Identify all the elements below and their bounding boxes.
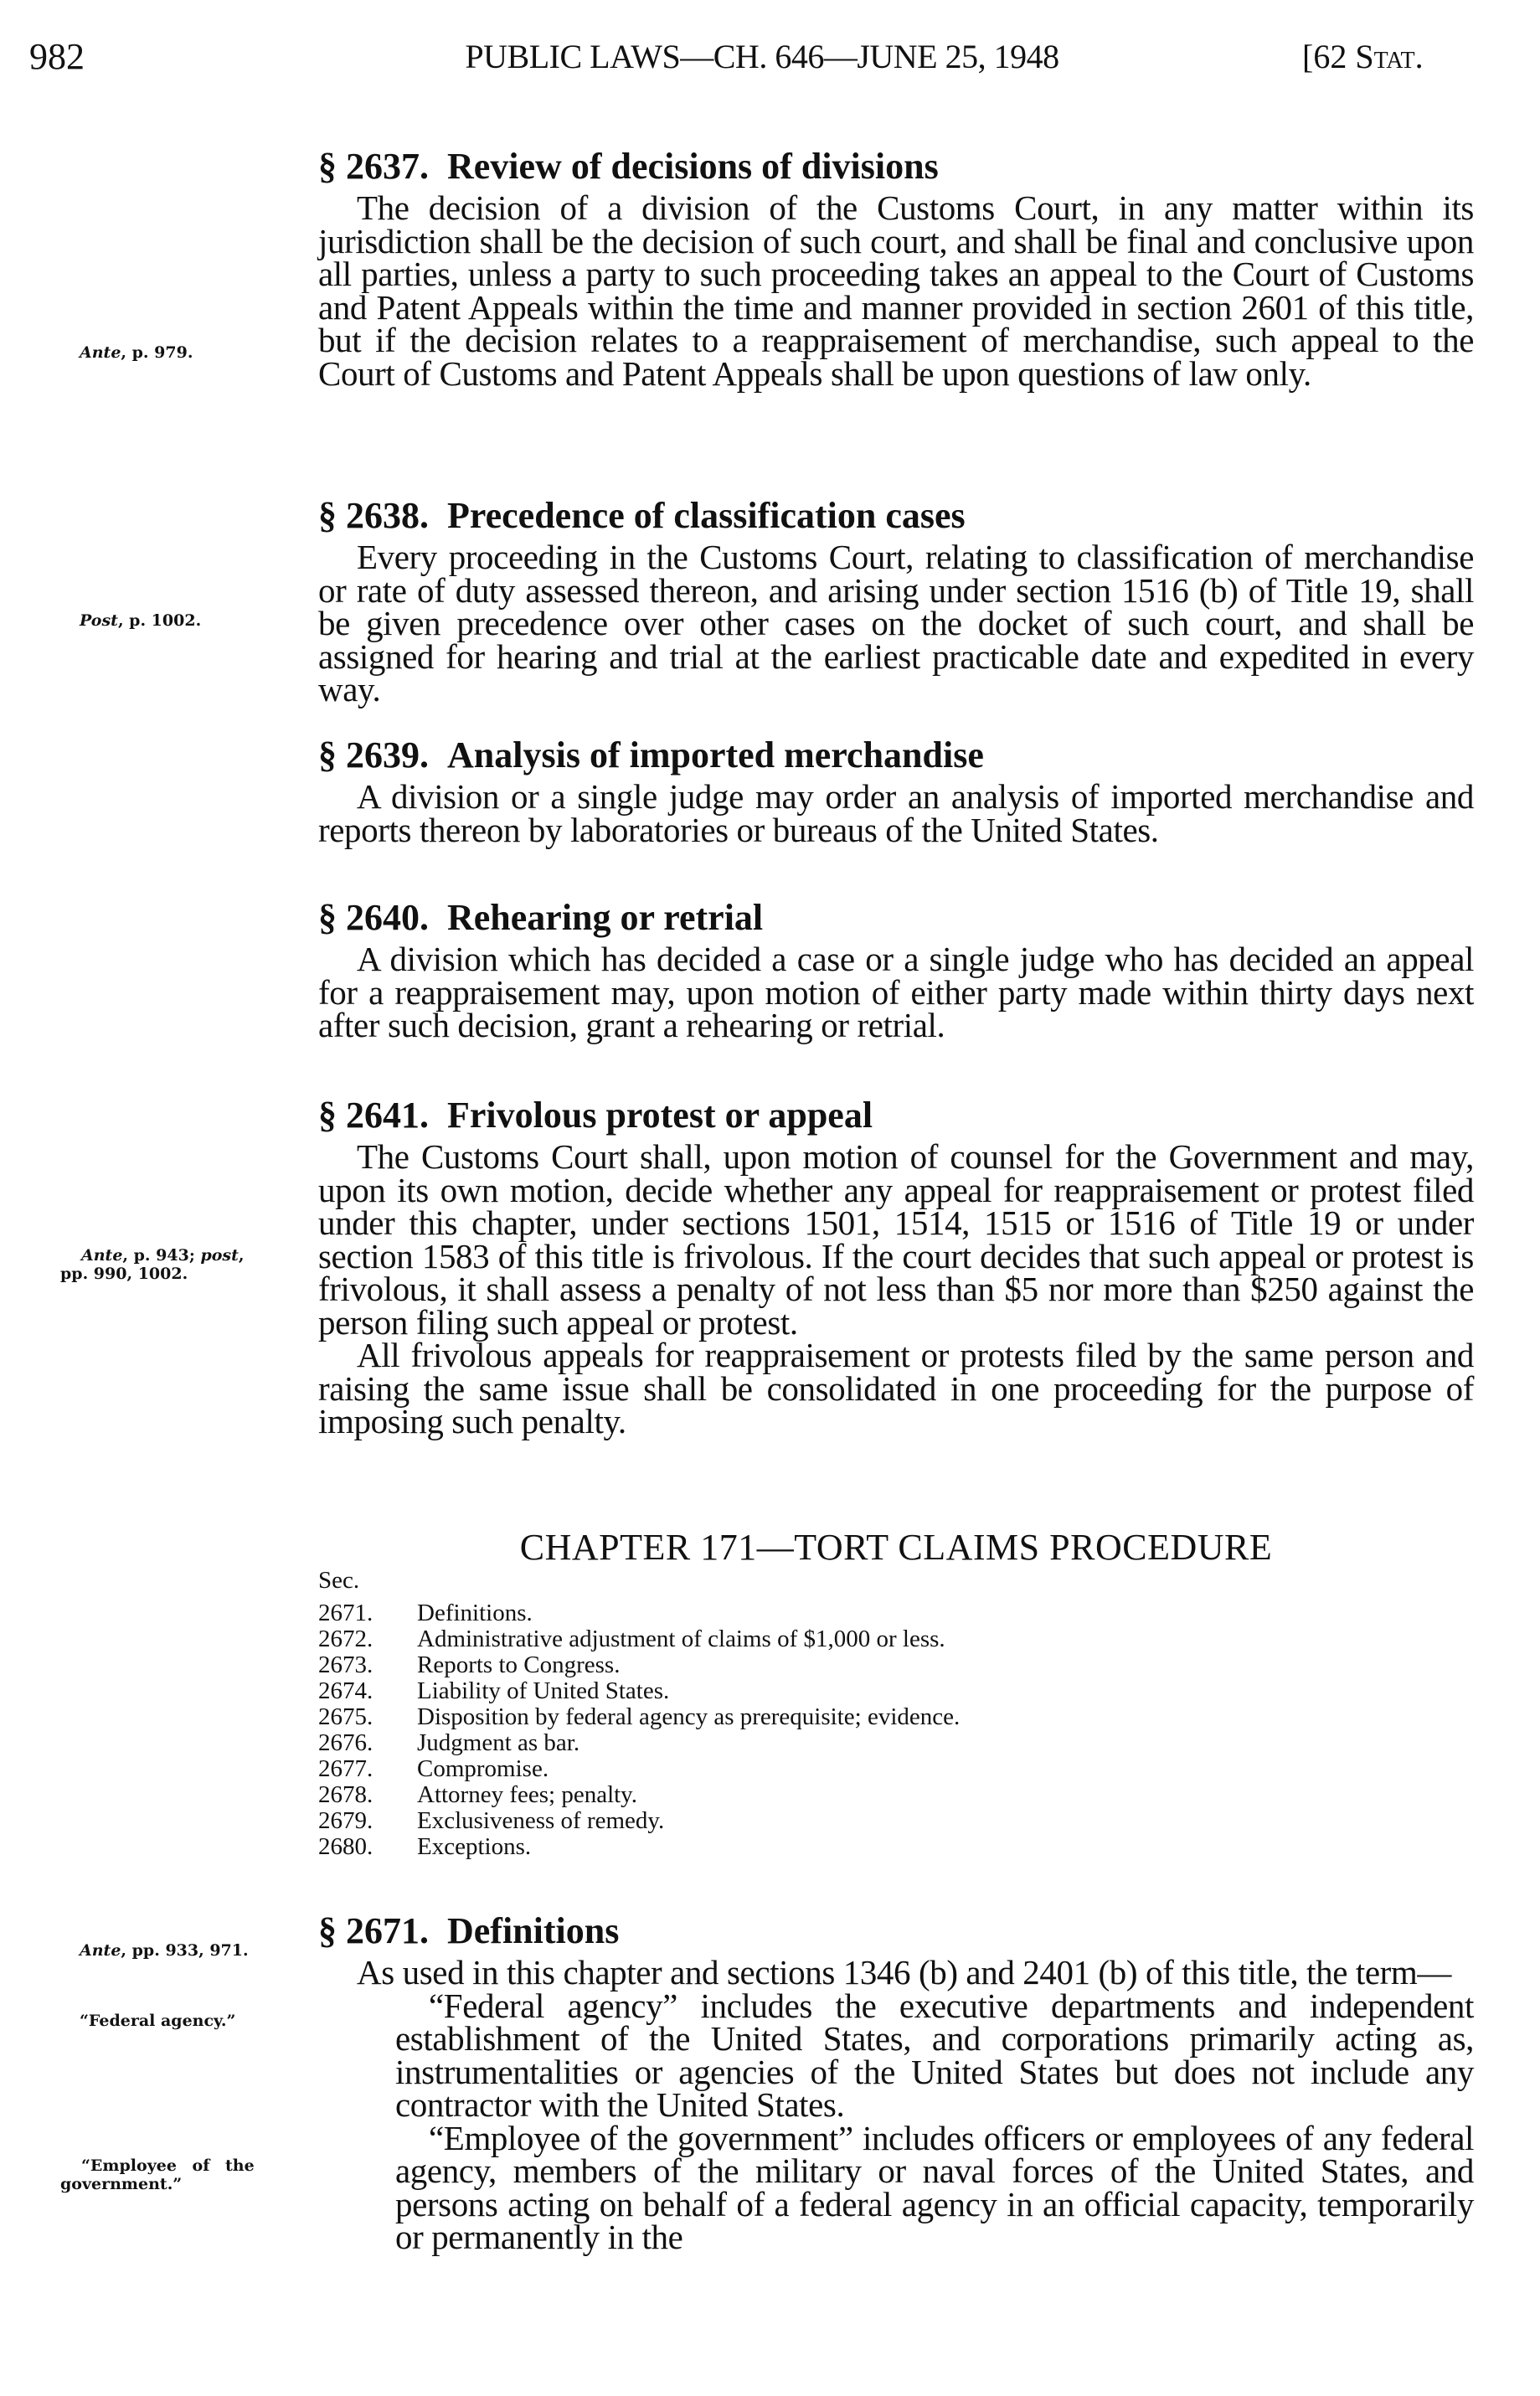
toc-number: 2675.: [318, 1703, 373, 1730]
toc-number: 2673.: [318, 1651, 373, 1678]
toc-row: [318, 1678, 960, 1704]
toc-row: [318, 1600, 960, 1626]
section-paragraph: All frivolous appeals for reappraisement or protests filed by the same person and raising the same issue shall be consolidated in one proceeding for the purpose of imposing such penalty.: [318, 1336, 1474, 1440]
section-paragraph: The decision of a division of the Customs Court, in any matter within its jurisdiction shall be the decision of such court, and shall be final and conclusive upon all parties, unless a party to such proceeding takes an appeal to the Court of Customs and Patent Appeals within the time and manner provided in section 2601 of this title, but if the decision relates to a reappraisement of merchandise, such appeal to the Court of Customs and Patent Appeals shall be upon questions of law only.: [318, 188, 1474, 393]
margin-note-ante-933: [80, 1941, 249, 1960]
toc-row: [318, 1756, 960, 1782]
definition-employee-of-government: “Employee of the government” includes officers or employees of any federal agency, members of the military or naval forces of the United States, and persons acting on behalf of a federal agency in an official capacity, temporarily or permanently in the: [395, 2118, 1474, 2256]
section-number: § 2641.: [318, 1095, 429, 1136]
toc-title: Compromise.: [417, 1755, 549, 1782]
volume-reference: [62 Stat.: [1302, 38, 1424, 75]
section-heading: [318, 496, 1474, 536]
definition-federal-agency: “Federal agency” includes the executive departments and independent establishment of the United States, and corporations primarily acting as, instrumentalities or agencies of the United States but does not include any contractor with the United States.: [395, 1986, 1474, 2124]
toc-row: [318, 1626, 960, 1652]
margin-note-italic: Ante: [81, 1246, 123, 1265]
toc-number: 2677.: [318, 1755, 373, 1782]
margin-note-text: , p. 979.: [121, 343, 193, 362]
section-2641: [318, 1095, 1474, 1439]
section-heading: [318, 1911, 1474, 1951]
toc-title: Administrative adjustment of claims of $1,000 or less.: [417, 1626, 945, 1652]
section-title: Rehearing or retrial: [447, 897, 764, 938]
toc-title: Definitions.: [417, 1600, 533, 1626]
chapter-table-of-sections: [318, 1568, 960, 1860]
toc-title: Attorney fees; penalty.: [417, 1781, 638, 1808]
section-number: § 2640.: [318, 897, 429, 938]
toc-row: [318, 1704, 960, 1730]
margin-note-text: , p. 1002.: [117, 611, 202, 630]
definitions-list: [318, 1986, 1474, 2256]
margin-note-post-1002: [80, 611, 201, 630]
chapter-title: CHAPTER 171—TORT CLAIMS PROCEDURE: [519, 1527, 1273, 1568]
section-2671: [318, 1911, 1474, 2254]
section-title: Analysis of imported merchandise: [447, 734, 984, 775]
toc-number: 2671.: [318, 1600, 373, 1626]
section-number: § 2638.: [318, 495, 429, 536]
toc-row: [318, 1782, 960, 1808]
toc-number: 2678.: [318, 1781, 373, 1808]
margin-note-italic: Post: [80, 611, 118, 630]
toc-title: Reports to Congress.: [417, 1651, 621, 1678]
margin-note-text: government.”: [60, 2175, 183, 2193]
section-paragraph: A division or a single judge may order an analysis of imported merchandise and reports thereon by laboratories or bureaus of the United States.: [318, 777, 1474, 849]
running-title: PUBLIC LAWS—CH. 646—JUNE 25, 1948: [465, 38, 1059, 75]
section-title: Definitions: [447, 1910, 620, 1951]
toc-title: Disposition by federal agency as prerequisite; evidence.: [417, 1703, 961, 1730]
section-heading: [318, 1095, 1474, 1136]
margin-note-federal-agency: “Federal agency.”: [80, 2012, 236, 2030]
section-number: § 2639.: [318, 734, 429, 775]
margin-note-text: pp. 990, 1002.: [60, 1265, 188, 1283]
margin-note-italic: Ante: [80, 343, 121, 362]
toc-row: [318, 1652, 960, 1678]
section-paragraph: Every proceeding in the Customs Court, relating to classification of merchandise or rate of duty assessed thereon, and arising under section 1516 (b) of Title 19, shall be given precedence over other cases on the docket of such court, and shall be assigned for hearing and trial at the earliest practicable date and expedited in every way.: [318, 538, 1474, 708]
margin-note-italic: Ante: [80, 1941, 121, 1960]
section-2638: [318, 496, 1474, 707]
toc-number: 2676.: [318, 1729, 373, 1756]
toc-row: [318, 1834, 960, 1860]
page-number: 982: [29, 36, 85, 77]
margin-note-ante-943: Ante, p. 943; post, pp. 990, 1002.: [60, 1246, 245, 1283]
toc-number: 2672.: [318, 1626, 373, 1652]
section-number: § 2671.: [318, 1910, 429, 1951]
section-intro: As used in this chapter and sections 1346 (b) and 2401 (b) of this title, the term—: [357, 1953, 1452, 1992]
toc-title: Liability of United States.: [417, 1677, 670, 1704]
margin-note-italic: post: [200, 1246, 239, 1265]
toc-title: Exclusiveness of remedy.: [417, 1807, 665, 1834]
section-heading: [318, 735, 1474, 775]
section-heading: [318, 898, 1474, 938]
margin-note-ante-979: [80, 343, 193, 362]
margin-note-text: , p. 943;: [122, 1246, 201, 1265]
sec-label: Sec.: [318, 1567, 360, 1594]
section-title: Frivolous protest or appeal: [447, 1095, 873, 1136]
toc-row: [318, 1808, 960, 1834]
section-2640: [318, 898, 1474, 1043]
toc-number: 2674.: [318, 1677, 373, 1704]
toc-row: [318, 1730, 960, 1756]
section-paragraph: A division which has decided a case or a single judge who has decided an appeal for a reappraisement may, upon motion of either party made within thirty days next after such decision, grant a rehearing or retrial.: [318, 940, 1474, 1044]
section-number: § 2637.: [318, 146, 429, 187]
margin-note-employee-of-government: [60, 2156, 255, 2193]
section-2639: [318, 735, 1474, 847]
section-2637: [318, 146, 1474, 393]
toc-number: 2680.: [318, 1833, 373, 1860]
toc-number: 2679.: [318, 1807, 373, 1834]
margin-note-text: , pp. 933, 971.: [121, 1941, 249, 1960]
section-heading: [318, 147, 1474, 187]
section-title: Precedence of classification cases: [447, 495, 966, 536]
toc-title: Judgment as bar.: [417, 1729, 580, 1756]
section-paragraph: The Customs Court shall, upon motion of counsel for the Government and may, upon its own motion, decide whether any appeal for reappraisement or protest filed under this chapter, under sections 1501, 1514, 1515 or 1516 of Title 19 or under section 1583 of this title is frivolous. If the court decides that such appeal or protest is frivolous, it shall assess a penalty of not less than $5 nor more than $250 against the person filing such appeal or protest.: [318, 1137, 1474, 1342]
section-title: Review of decisions of divisions: [447, 146, 939, 187]
toc-title: Exceptions.: [417, 1833, 532, 1860]
margin-note-text: “Employee of the: [81, 2156, 255, 2175]
